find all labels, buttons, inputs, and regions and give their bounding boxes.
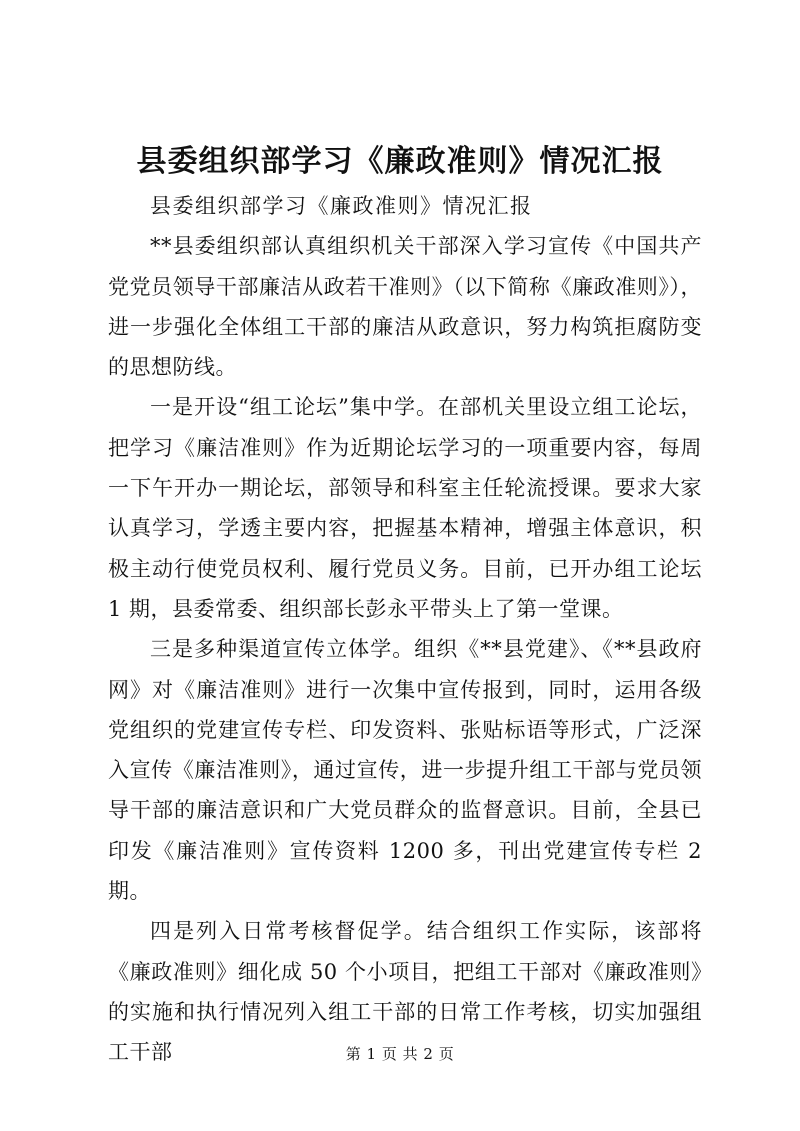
document-body (108, 186, 702, 1073)
paragraph-assessment: 四是列入日常考核督促学。结合组织工作实际，该部将《廉政准则》细化成 50 个小项目，把组工干部对《廉政准则》的实施和执行情况列入组工干部的日常工作考核，切实加强组工干部 (108, 919, 702, 1065)
page-number-footer: 第 1 页 共 2 页 (345, 1045, 455, 1063)
document-title: 县委组织部学习《廉政准则》情况汇报 (136, 144, 664, 179)
paragraph-intro: **县委组织部认真组织机关干部深入学习宣传《中国共产党党员领导干部廉洁从政若干准则》（以下简称《廉政准则》），进一步强化全体组工干部的廉洁从政意识，努力构筑拒腐防变的思想防线。 (108, 234, 702, 380)
document-subtitle: 县委组织部学习《廉政准则》情况汇报 (150, 194, 533, 218)
paragraph-publicity: 三是多种渠道宣传立体学。组织《**县党建》、《**县政府网》对《廉洁准则》进行一次集中宣传报到，同时，运用各级党组织的党建宣传专栏、印发资料、张贴标语等形式，广泛深入宣传《廉洁准则》，通过宣传，进一步提升组工干部与党员领导干部的廉洁意识和广大党员群众的监督意识。目前，全县已印发《廉洁准则》宣传资料 1200 多，刊出党建宣传专栏 2 期。 (108, 637, 702, 904)
paragraph-forum: 一是开设“组工论坛”集中学。在部机关里设立组工论坛，把学习《廉洁准则》作为近期论坛学习的一项重要内容，每周一下午开办一期论坛，部领导和科室主任轮流授课。要求大家认真学习，学透主要内容，把握基本精神，增强主体意识，积极主动行使党员权利、履行党员义务。目前，已开办组工论坛 1 期，县委常委、组织部长彭永平带头上了第一堂课。 (108, 395, 702, 621)
